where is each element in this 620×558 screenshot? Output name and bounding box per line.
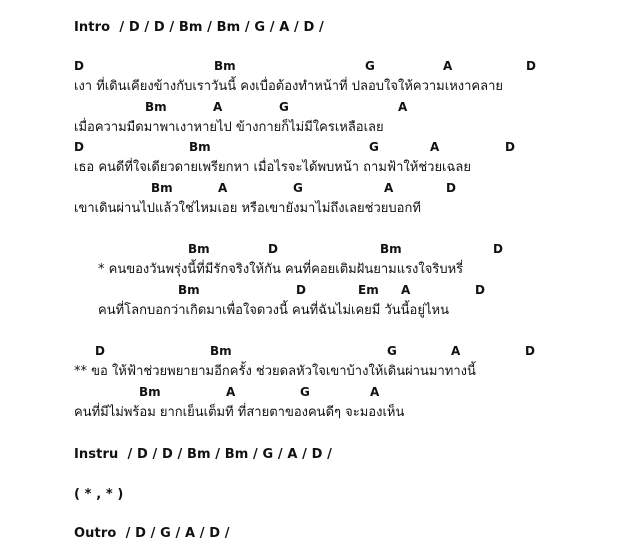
chord: D xyxy=(446,181,456,195)
chord: G xyxy=(279,100,289,114)
chord: Bm xyxy=(214,59,236,73)
chord: Bm xyxy=(178,283,200,297)
chord: Bm xyxy=(380,242,402,256)
chord: A xyxy=(370,385,380,399)
chord: D xyxy=(526,59,536,73)
chord: Bm xyxy=(188,242,210,256)
chord: Bm xyxy=(145,100,167,114)
chord: Bm xyxy=(189,140,211,154)
chord: G xyxy=(387,344,397,358)
chord: D xyxy=(74,140,84,154)
chord: D xyxy=(475,283,485,297)
bridge-lyric-2: คนที่มีไม่พร้อม ยากเย็นเต็มที ที่สายตาของคนดีๆ จะมองเห็น xyxy=(74,405,405,420)
chord: Bm xyxy=(139,385,161,399)
outro-line: Outro / D / G / A / D / xyxy=(74,526,230,541)
chord: A xyxy=(384,181,394,195)
chord: D xyxy=(493,242,503,256)
verse1-lyric-4: เขาเดินผ่านไปแล้วใช่ไหมเอย หรือเขายังมาไม่ถึงเลยช่วยบอกที xyxy=(74,201,421,216)
chord: Em xyxy=(358,283,379,297)
chord: G xyxy=(365,59,375,73)
chord: A xyxy=(398,100,408,114)
chord: D xyxy=(74,59,84,73)
chord: A xyxy=(430,140,440,154)
chord: G xyxy=(300,385,310,399)
chord: G xyxy=(293,181,303,195)
chord: A xyxy=(443,59,453,73)
chorus-lyric-2: คนที่โลกบอกว่าเกิดมาเพื่อใจดวงนี้ คนที่ฉันไม่เคยมี วันนี้อยู่ไหน xyxy=(98,303,449,318)
chord: D xyxy=(95,344,105,358)
intro-line: Intro / D / D / Bm / Bm / G / A / D / xyxy=(74,20,324,35)
chorus-lyric-1: * คนของวันพรุ่งนี้ที่มีรักจริงให้กัน คนที่คอยเติมฝันยามแรงใจริบหรี่ xyxy=(98,262,464,277)
chord: D xyxy=(296,283,306,297)
chord: A xyxy=(226,385,236,399)
chord: Bm xyxy=(210,344,232,358)
instru-line: Instru / D / D / Bm / Bm / G / A / D / xyxy=(74,447,333,462)
repeat-marker: ( * , * ) xyxy=(74,487,124,502)
verse1-lyric-1: เงา ที่เดินเคียงข้างกับเราวันนี้ คงเบื่อต้องทำหน้าที่ ปลอบใจให้ความเหงาคลาย xyxy=(74,79,503,94)
chord: A xyxy=(401,283,411,297)
chord: Bm xyxy=(151,181,173,195)
chord: A xyxy=(451,344,461,358)
chord: A xyxy=(213,100,223,114)
chord: D xyxy=(505,140,515,154)
chord: G xyxy=(369,140,379,154)
bridge-lyric-1: ** ขอ ให้ฟ้าช่วยพยายามอีกครั้ง ช่วยดลหัวใจเขาบ้างให้เดินผ่านมาทางนี้ xyxy=(74,364,476,379)
verse1-lyric-3: เธอ คนดีที่ใจเดียวดายเพรียกหา เมื่อไรจะได้พบหน้า ถามฟ้าให้ช่วยเฉลย xyxy=(74,160,471,175)
chord: D xyxy=(525,344,535,358)
chord: A xyxy=(218,181,228,195)
verse1-lyric-2: เมื่อความมืดมาพาเงาหายไป ข้างกายก็ไม่มีใครเหลือเลย xyxy=(74,120,384,135)
chord: D xyxy=(268,242,278,256)
